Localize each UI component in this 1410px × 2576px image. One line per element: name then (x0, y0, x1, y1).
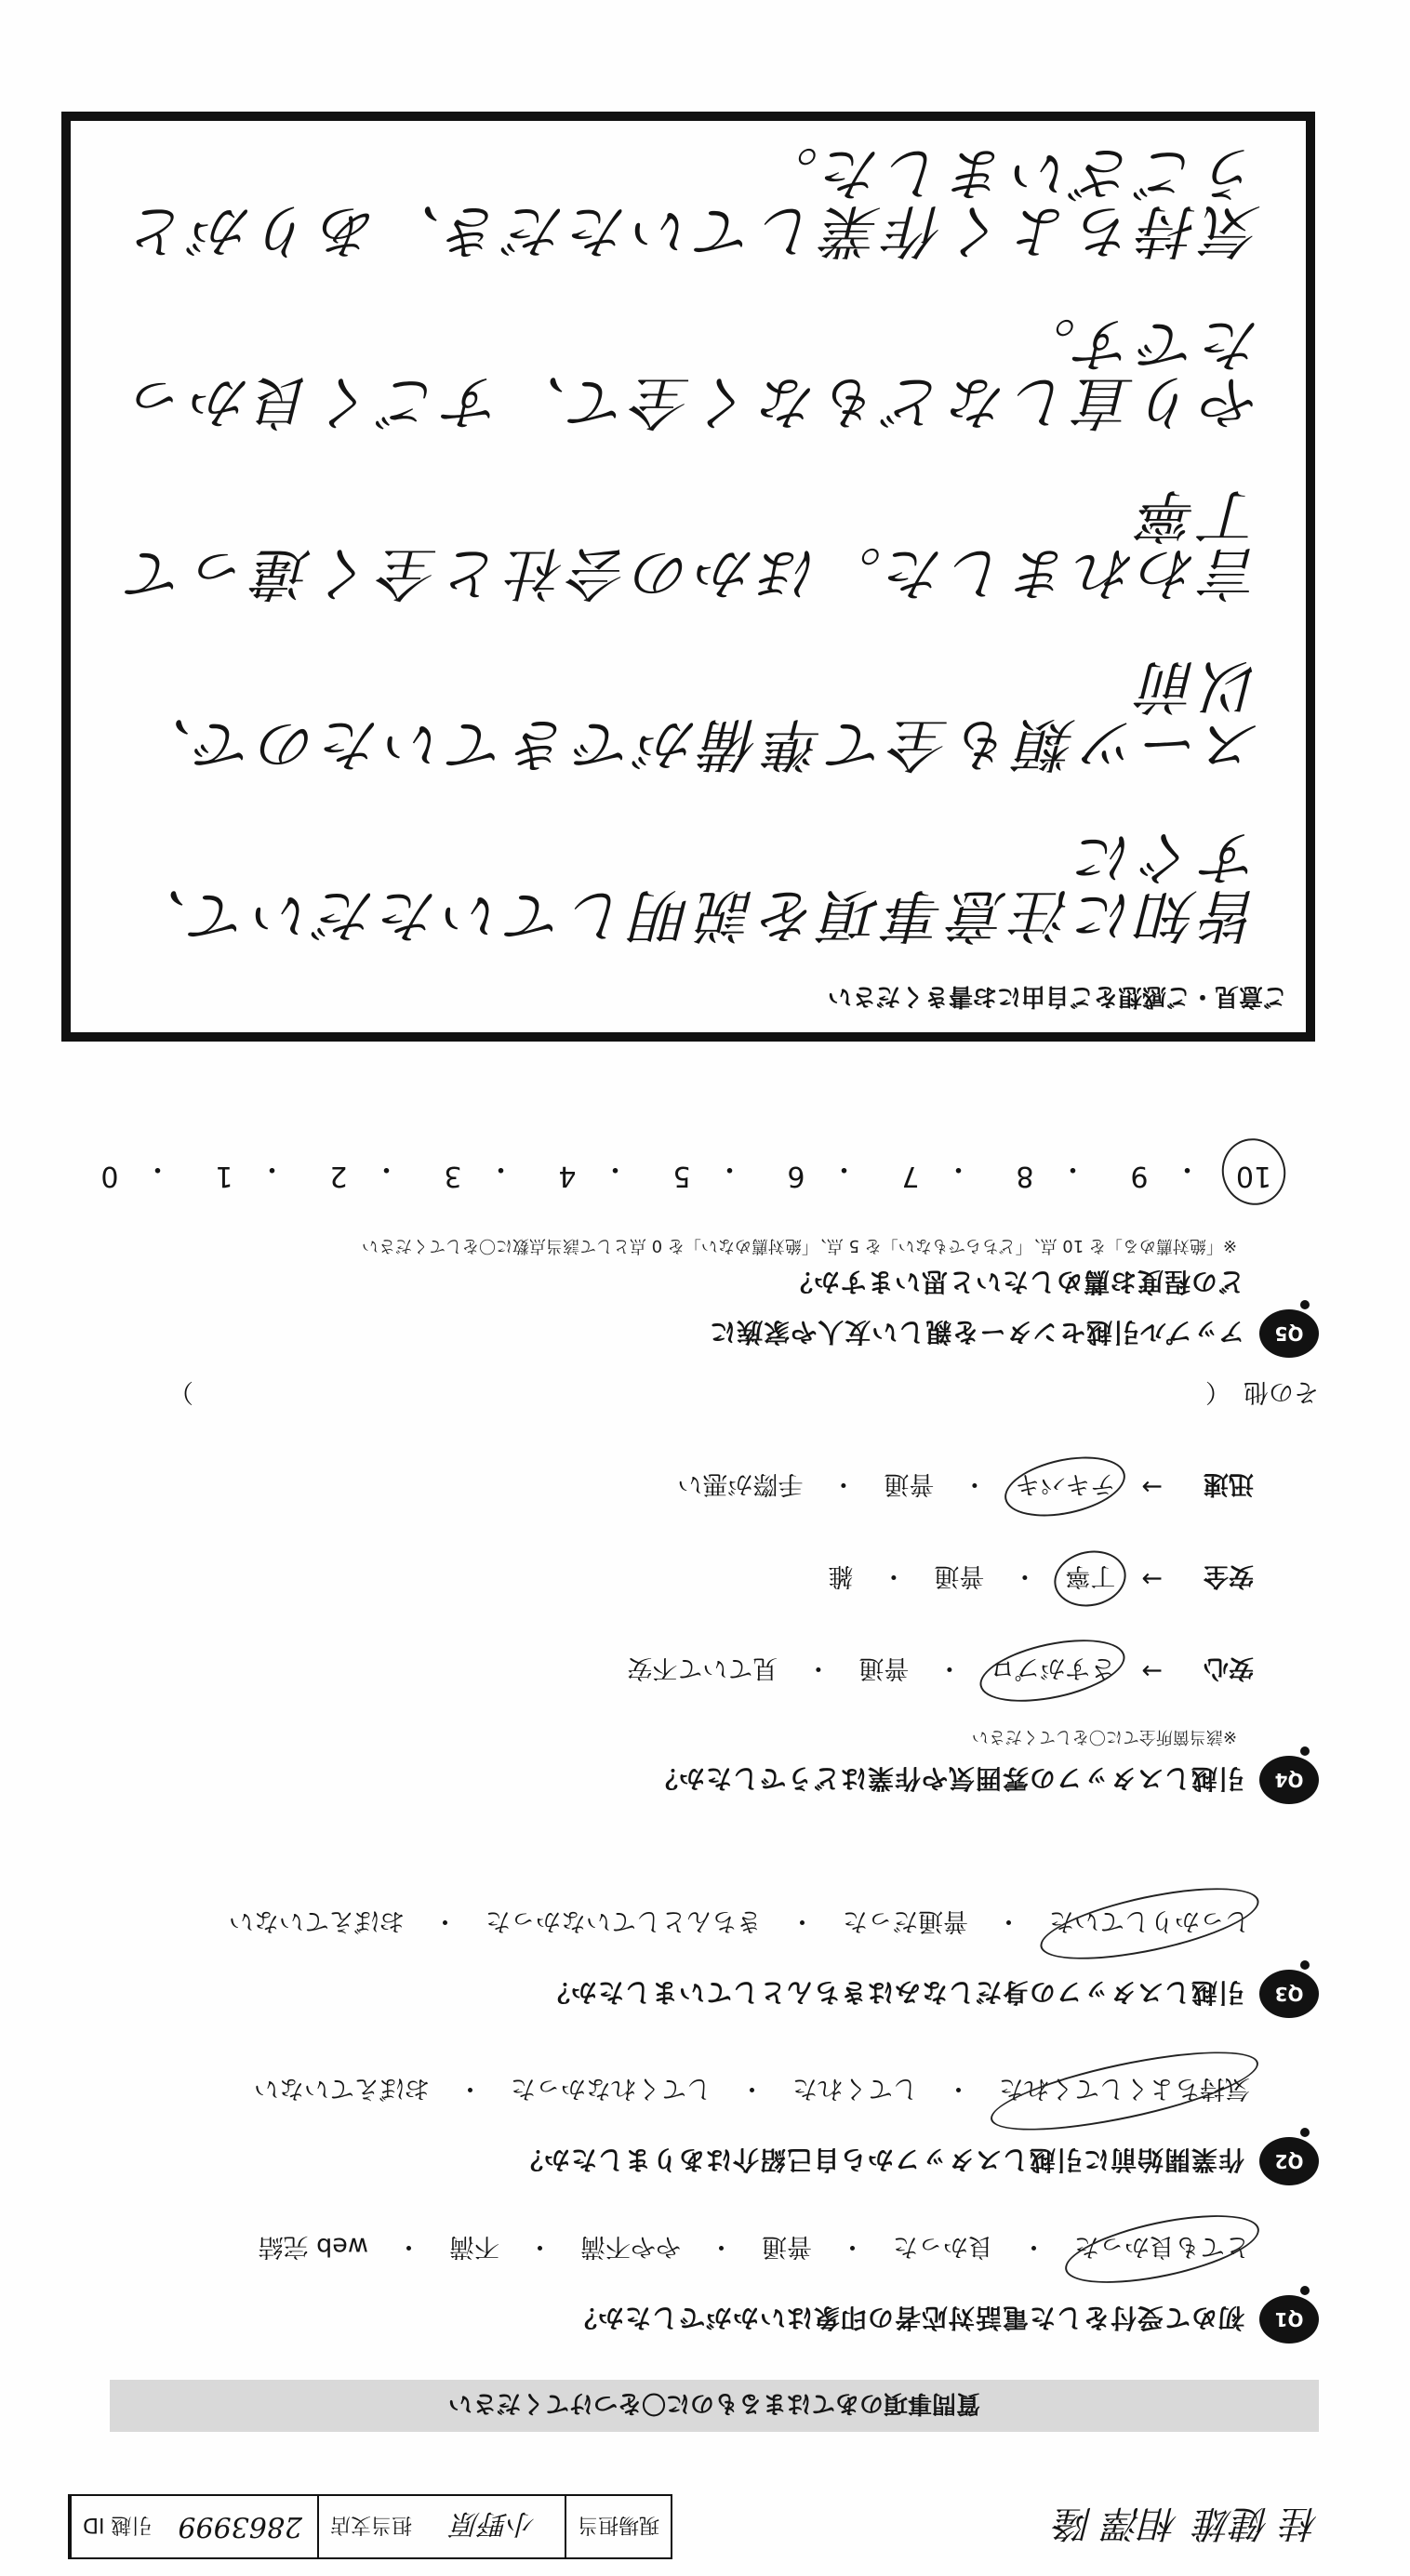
q4-row-1-arrow: → (1141, 1656, 1163, 1685)
q4-row-3-option-2[interactable]: 普通 (884, 1469, 935, 1498)
q4-row-3-option-1[interactable]: テキパキ (1011, 1468, 1119, 1505)
q4-row-2-option-1[interactable]: 丁寧 (1061, 1560, 1119, 1597)
q4-row-2-arrow: → (1141, 1564, 1163, 1593)
comment-line-3: 言われました。ほかの会社と全く違って丁寧 (122, 482, 1261, 607)
q4-other-close: ） (168, 1377, 193, 1406)
q3-option-3[interactable]: きちんとしていなかった (486, 1906, 762, 1935)
q1-option-1[interactable]: とても良かった (1071, 2231, 1254, 2267)
question-5 (73, 1151, 1319, 1358)
q5-score-7[interactable]: 7 (901, 1160, 920, 1192)
question-4 (73, 1376, 1319, 1804)
instruction-band (110, 2380, 1319, 2432)
q1-options: とても良かった ・ 良かった ・ 普通 ・ やや不満 ・ 不満 ・ web 完結 (73, 2231, 1254, 2267)
header-row (68, 2494, 1328, 2559)
comments-box[interactable] (61, 112, 1315, 1042)
q4-row-2-option-3[interactable]: 雑 (828, 1561, 854, 1590)
q1-option-6[interactable]: web 完結 (258, 2232, 368, 2261)
q5-score-1[interactable]: 1 (215, 1160, 233, 1192)
q3-text: 引越しスタッフの身だしなみはきちんとしていましたか？ (542, 1977, 1244, 2008)
area-label: 現場担当 (565, 2496, 671, 2557)
q4-row-1-label: 安心 (1204, 1653, 1254, 1682)
comment-line-4: やり直しなどもなく全て、すごく良かったです。 (124, 311, 1261, 436)
q4-row-1-option-3[interactable]: 見ていて不安 (627, 1653, 778, 1682)
header-table (68, 2494, 672, 2559)
question-1 (73, 2231, 1319, 2344)
q1-option-3[interactable]: 普通 (762, 2232, 812, 2261)
instruction-text: 質問事項のあてはまるものに〇をつけてください (448, 2389, 981, 2418)
q2-text: 作業開始前に引越しスタッフから自己紹介はありましたか？ (515, 2144, 1244, 2175)
q3-options: しっかりしていた ・ 普通だった ・ きちんとしていなかった ・ おぼえていない (73, 1905, 1254, 1942)
q5-badge: Q5 (1259, 1309, 1319, 1358)
area-value: 小野原 (452, 2507, 537, 2540)
q5-score-9[interactable]: 9 (1130, 1160, 1149, 1192)
q5-score-0[interactable]: 0 (100, 1160, 119, 1192)
q4-other-open: （ (1205, 1377, 1230, 1406)
q4-other-label: その他 (1244, 1377, 1319, 1406)
q5-scale: 10 ・ 9 ・ 8 ・ 7 ・ 6 ・ 5 ・ 4 ・ 3 ・ 2 ・ 1 ・ 0 (91, 1151, 1272, 1192)
q4-row-1-option-1[interactable]: さすがプロ (986, 1653, 1119, 1689)
comment-line-1: 皆知に注意事項を説明していただいて、すぐに (124, 824, 1261, 949)
id-label: 引越 ID (70, 2496, 163, 2557)
q1-badge: Q1 (1259, 2295, 1319, 2344)
q4-row-anzen: 安全 → 丁寧 ・ 普通 ・ 雑 (73, 1560, 1254, 1597)
q3-option-2[interactable]: 普通だった (843, 1906, 968, 1935)
q4-row-jinsoku: 迅速 → テキパキ ・ 普通 ・ 手際が悪い (73, 1468, 1254, 1505)
q1-text: 初めて受付をした電話対応者の印象はいかがでしたか？ (569, 2303, 1244, 2333)
q5-score-4[interactable]: 4 (558, 1160, 577, 1192)
handwritten-name-2: 相澤 隆 (1055, 2502, 1179, 2545)
q4-row-2-label: 安全 (1204, 1561, 1254, 1590)
q5-score-6[interactable]: 6 (787, 1160, 805, 1192)
q1-option-5[interactable]: 不満 (449, 2232, 499, 2261)
q2-option-2[interactable]: してくれた (792, 2074, 918, 2103)
comment-line-2: スーツ類も全て準備ができていたので、以前 (128, 653, 1261, 778)
q5-score-10[interactable]: 10 (1235, 1151, 1272, 1192)
handwritten-names (1056, 2494, 1328, 2559)
comments-title: ご意見・ご感想をご自由にお書きください (827, 982, 1287, 1010)
q2-option-1[interactable]: 気持ちよくしてくれた (995, 2073, 1254, 2109)
q2-option-4[interactable]: おぼえていない (254, 2074, 430, 2103)
q4-row-3-option-3[interactable]: 手際が悪い (677, 1469, 804, 1498)
q3-badge: Q3 (1259, 1970, 1319, 2018)
q5-score-3[interactable]: 3 (444, 1160, 462, 1192)
q3-option-4[interactable]: おぼえていない (229, 1906, 405, 1935)
q2-badge: Q2 (1259, 2137, 1319, 2185)
q3-option-1[interactable]: しっかりしていた (1045, 1905, 1254, 1942)
branch-label: 担当支店 (317, 2496, 423, 2557)
q5-text-line2: どの程度お薦めしたいと思いますか？ (785, 1267, 1244, 1297)
q4-other-row (73, 1376, 1319, 1413)
q4-badge: Q4 (1259, 1756, 1319, 1804)
q5-score-8[interactable]: 8 (1016, 1160, 1034, 1192)
q4-row-2-option-2[interactable]: 普通 (934, 1561, 985, 1590)
comment-line-5: 気持ちよく作業していただき、ありがとうございました。 (125, 139, 1261, 265)
q4-text: 引越しスタッフの雰囲気や作業はどうでしたか？ (650, 1763, 1244, 1794)
q1-option-2[interactable]: 良かった (893, 2232, 993, 2261)
q5-text-line1: アップル引越センターを親しい友人や家族に (709, 1317, 1244, 1348)
q5-score-2[interactable]: 2 (329, 1160, 348, 1192)
q4-note: ※該当箇所全てに〇をしてください (971, 1727, 1237, 1746)
q2-option-3[interactable]: してくれなかった (511, 2074, 712, 2103)
q4-row-3-arrow: → (1141, 1472, 1163, 1501)
q4-row-anshin: 安心 → さすがプロ ・ 普通 ・ 見ていて不安 (73, 1653, 1254, 1689)
q4-row-3-label: 迅速 (1204, 1469, 1254, 1498)
branch-value: 2863999 (178, 2510, 303, 2543)
sheet-body (63, 0, 1328, 2576)
q5-note: ※「絶対薦める」を 10 点、「どちらでもない」を 5 点、「絶対薦めない」を 0 点として該当点数に〇をしてください (361, 1236, 1237, 1255)
q2-options: 気持ちよくしてくれた ・ してくれた ・ してくれなかった ・ おぼえていない (73, 2073, 1254, 2109)
handwritten-name-1: 桂 健雄 (1195, 2502, 1319, 2545)
question-3 (73, 1905, 1319, 2018)
q1-option-4[interactable]: やや不満 (580, 2232, 681, 2261)
q5-score-5[interactable]: 5 (672, 1160, 691, 1192)
q4-row-1-option-2[interactable]: 普通 (858, 1653, 910, 1682)
question-2 (73, 2073, 1319, 2185)
